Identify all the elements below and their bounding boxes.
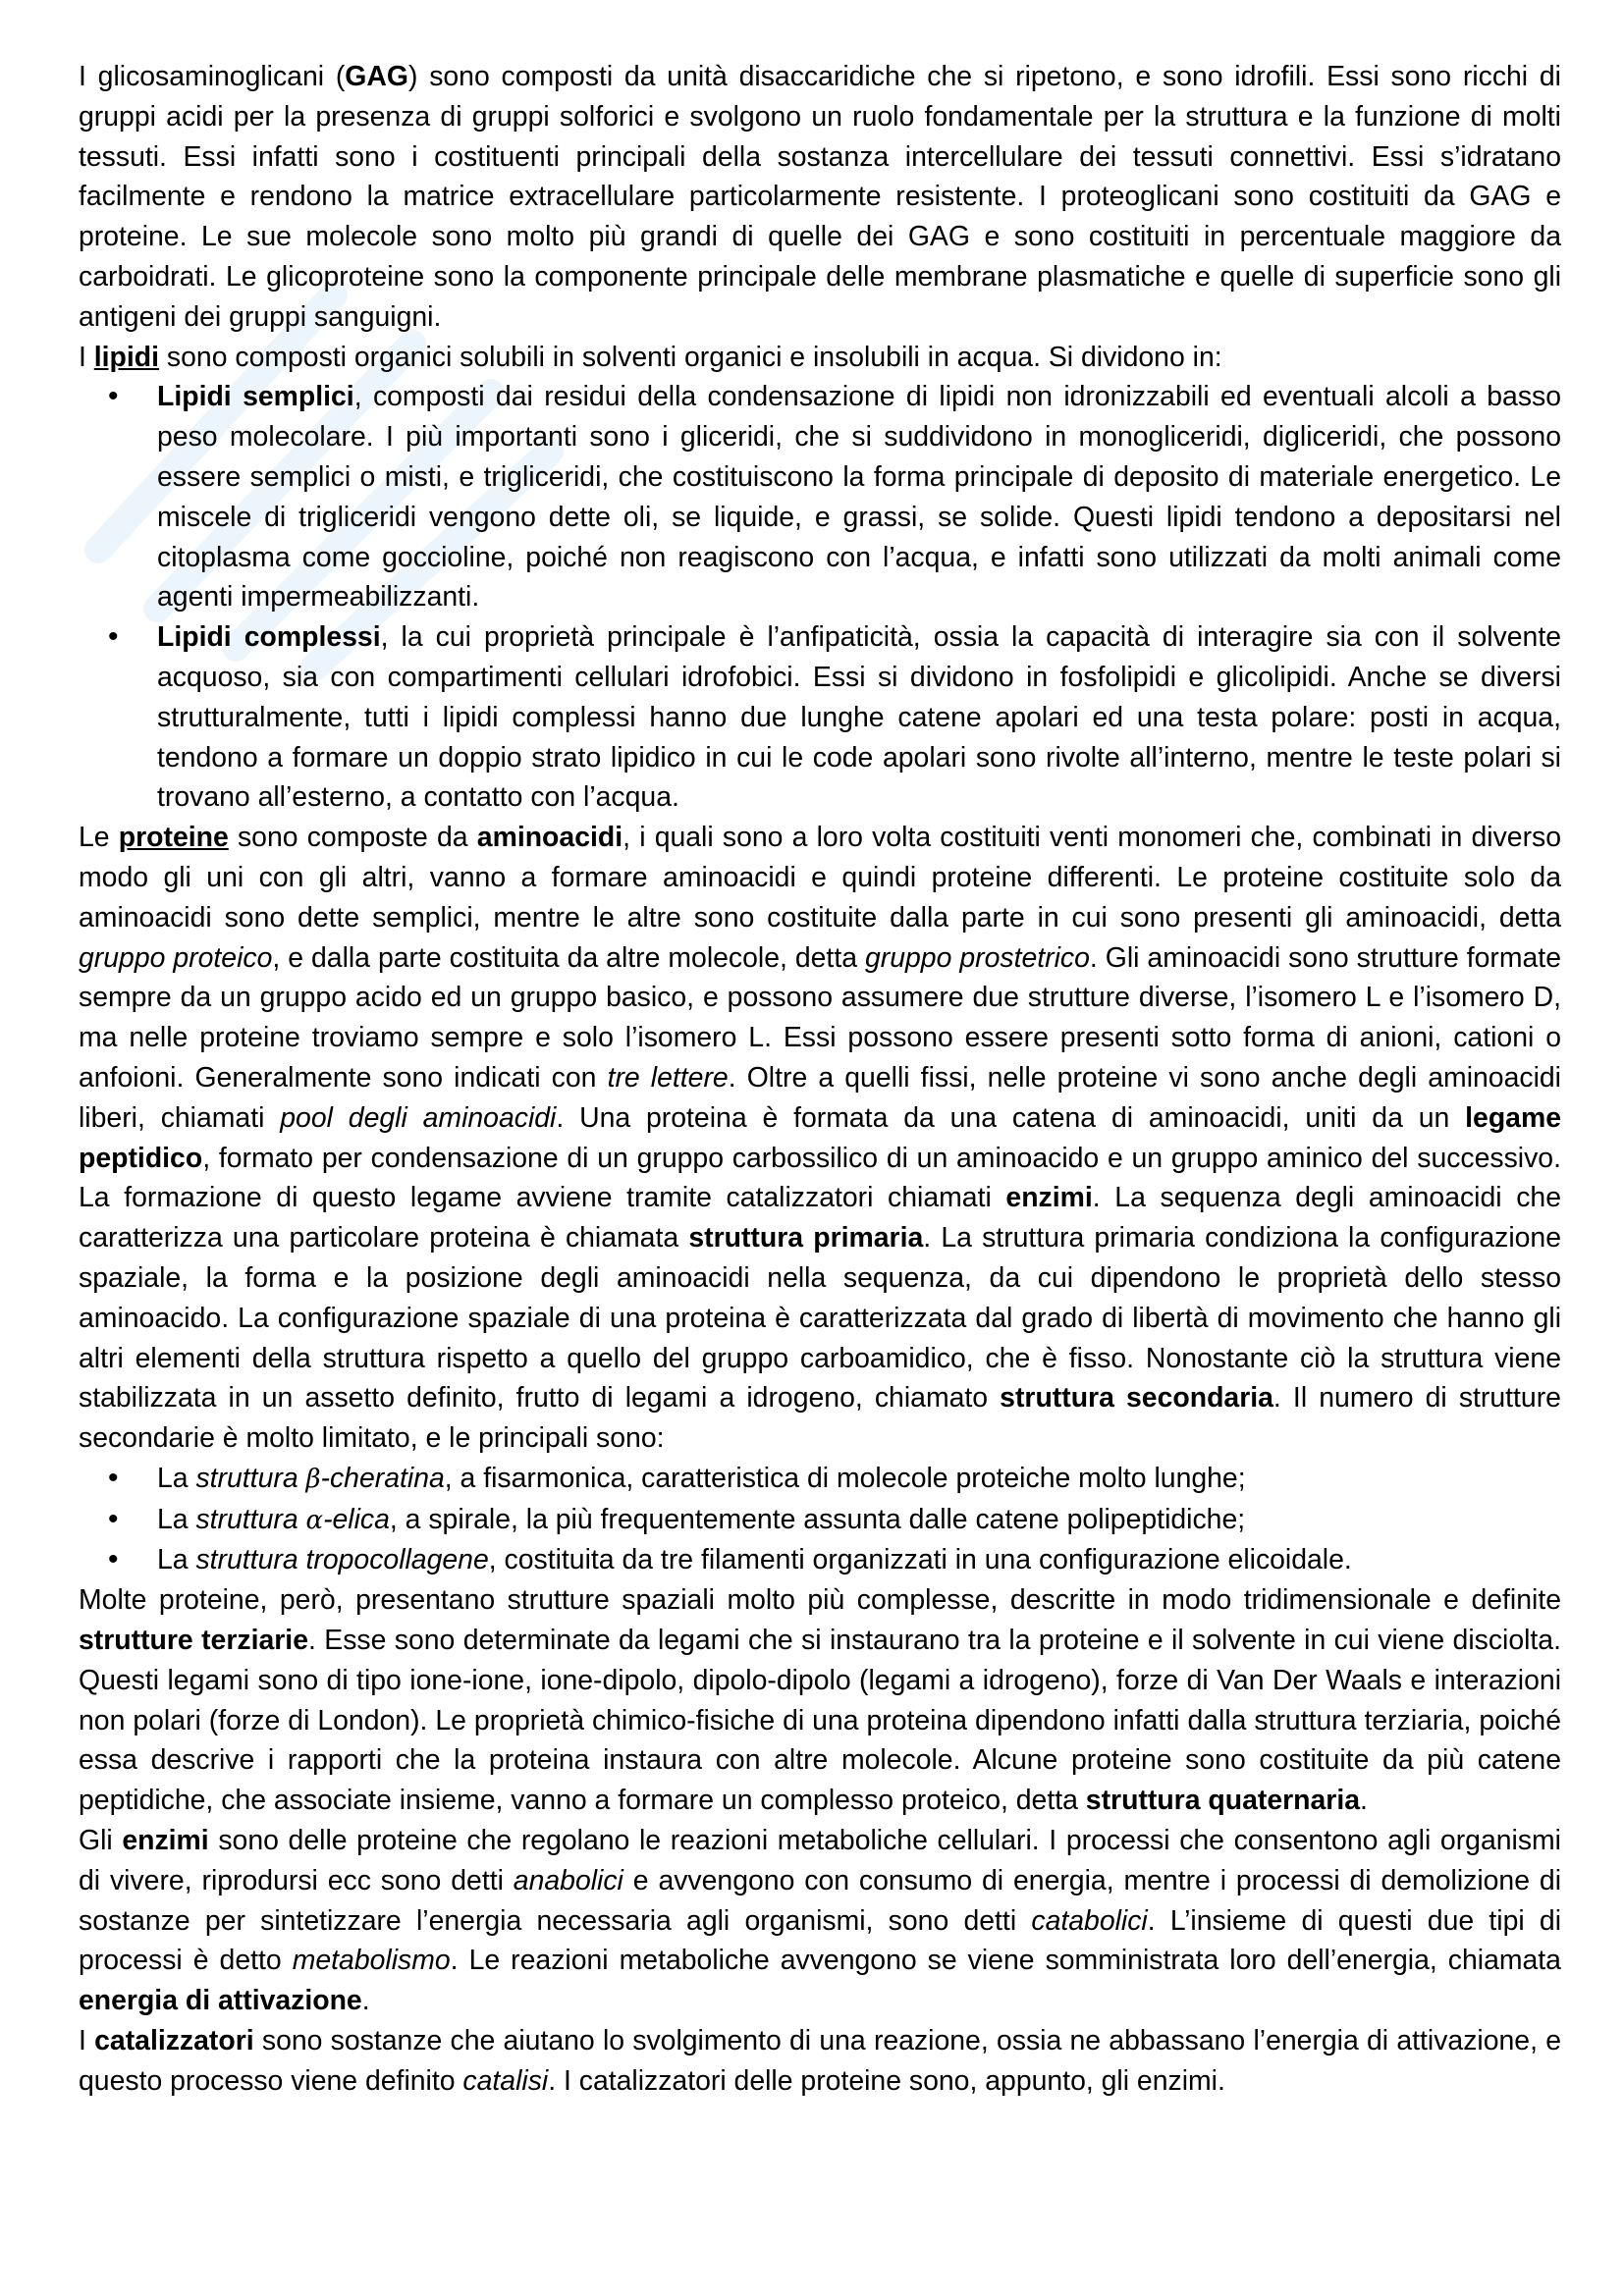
text-span: , la cui proprietà principale è l’anfipaticità, ossia la capacità di interagire sia con il solvente acquoso, sia con compartimenti cellulari idrofobici. Essi si dividono in fosfolipidi e glicolipidi. Anche se diversi strutturalmente, tutti i lipidi complessi hanno due lunghe catene apolari ed una testa polare: posti in acqua, tendono a formare un doppio strato lipidico in cui le code apolari sono rivolte all’interno, mentre le teste polari si trovano all’esterno, a contatto con l’acqua. — [157, 621, 1561, 814]
term-lipidi-complessi: Lipidi complessi — [157, 621, 381, 654]
term-enzimi: enzimi — [122, 1825, 209, 1857]
text-span: . — [1360, 1785, 1368, 1817]
term-struttura-quaternaria: struttura quaternaria — [1085, 1785, 1361, 1817]
text-span: . Gli aminoacidi sono strutture formate sempre da un gruppo acido ed un gruppo basico, e possono assumere due strutture diverse, l’isomero L e l’isomero D, ma nelle proteine troviamo sempre e solo l’isomero L. Essi possono essere presenti sotto forma di anioni, cationi o anfoioni. Generalmente sono indicati con — [79, 941, 1561, 1094]
text-span: . La struttura primaria condiziona la configurazione spaziale, la forma e la posizione degli aminoacidi nella sequenza, da cui dipendono le proprietà dello stesso aminoacido. La configurazione spaziale di una proteina è caratterizzata dal grado di libertà di movimento che hanno gli altri elementi della struttura rispetto a quello del gruppo carboamidico, che è fisso. Nonostante ciò la struttura viene stabilizzata in un assetto definito, frutto di legami a idrogeno, chiamato — [79, 1222, 1562, 1415]
text-span: La — [157, 1503, 196, 1535]
secondary-structure-list — [79, 1459, 1561, 1580]
text-span: struttura — [195, 1462, 306, 1494]
beta-symbol: β — [305, 1464, 321, 1494]
term-anabolici: anabolici — [513, 1864, 623, 1896]
term-strutture-terziarie: strutture terziarie — [79, 1625, 308, 1657]
list-item-lipidi-semplici — [157, 377, 1561, 617]
term-catalisi: catalisi — [462, 2064, 549, 2097]
term-tre-lettere: tre lettere — [607, 1061, 729, 1094]
document-page — [79, 57, 1561, 2102]
term-gruppo-prostetrico: gruppo prostetrico — [864, 941, 1090, 974]
text-span: I — [79, 341, 94, 373]
paragraph-gag — [79, 57, 1561, 338]
paragraph-proteine — [79, 818, 1561, 1459]
text-span: -cheratina — [320, 1462, 445, 1494]
term-gruppo-proteico: gruppo proteico — [79, 941, 273, 974]
text-span: . La sequenza degli aminoacidi che caratterizza una particolare proteina è chiamata — [79, 1182, 1561, 1255]
text-span: La — [157, 1462, 196, 1494]
text-span: sono delle proteine che regolano le reazioni metaboliche cellulari. I processi che consentono agli organismi di vivere, riprodursi ecc sono detti — [79, 1825, 1561, 1896]
list-item-lipidi-complessi — [157, 617, 1561, 818]
text-span: e avvengono con consumo di energia, mentre i processi di demolizione di sostanze per sintetizzare l’energia necessaria agli organismi, sono detti — [79, 1864, 1561, 1937]
text-span: , a spirale, la più frequentemente assunta dalle catene polipeptidiche; — [389, 1503, 1246, 1535]
paragraph-lipidi — [79, 338, 1561, 378]
text-span: sono composte da — [228, 822, 477, 854]
term-gag: GAG — [345, 61, 408, 92]
text-span: Molte proteine, però, presentano strutture spaziali molto più complesse, descritte in modo tridimensionale e definite — [79, 1584, 1561, 1617]
text-span: . Il numero di strutture secondarie è molto limitato, e le principali sono: — [79, 1382, 1561, 1455]
text-span: La — [157, 1544, 196, 1576]
text-span: . Una proteina è formata da una catena di aminoacidi, uniti da un — [556, 1101, 1466, 1134]
text-span: . Esse sono determinate da legami che si instaurano tra la proteine e il solvente in cui viene disciolta. Questi legami sono di tipo ione-ione, ione-dipolo, dipolo-dipolo (legami a idrogeno), forze di Van Der Waals e interazioni non polari (forze di London). Le proprietà chimico-fisiche di una proteina dipendono infatti dalla struttura terziaria, poiché essa descrive i rapporti che la proteina instaura con altre molecole. Alcune proteine sono costituite da più catene peptidiche, che associate insieme, vanno a formare un complesso proteico, detta — [79, 1625, 1561, 1817]
list-item-alfa-elica — [157, 1500, 1561, 1541]
paragraph-catalizzatori — [79, 2021, 1561, 2102]
term-proteine: proteine — [118, 822, 229, 854]
text-span: struttura — [195, 1503, 306, 1535]
term-metabolismo: metabolismo — [292, 1945, 451, 1977]
text-span: sono sostanze che aiutano lo svolgimento di una reazione, ossia ne abbassano l’energia di attivazione, e questo processo viene definito — [79, 2025, 1561, 2097]
text-span: , costituita da tre filamenti organizzati in una configurazione elicoidale. — [488, 1544, 1352, 1576]
text-span: -elica — [323, 1503, 390, 1535]
text-span: struttura tropocollagene — [195, 1544, 489, 1576]
text-span: I — [79, 2025, 95, 2057]
text-span: , composti dai residui della condensazione di lipidi non idronizzabili ed eventuali alcoli a basso peso molecolare. I più importanti sono i gliceridi, che si suddividono in monogliceridi, digliceridi, che possono essere semplici o misti, e trigliceridi, che costituiscono la forma principale di deposito di materiale energetico. Le miscele di trigliceridi vengono dette oli, se liquide, e grassi, se solide. Questi lipidi tendono a depositarsi nel citoplasma come goccioline, poiché non reagiscono con l’acqua, e infatti sono utilizzati da molti animali come agenti impermeabilizzanti. — [157, 381, 1561, 614]
text-span: . — [361, 1985, 370, 2017]
text-span: Le — [79, 822, 119, 854]
term-pool-aminoacidi: pool degli aminoacidi — [280, 1101, 557, 1134]
term-energia-attivazione: energia di attivazione — [79, 1985, 362, 2017]
text-span: . I catalizzatori delle proteine sono, appunto, gli enzimi. — [548, 2064, 1225, 2097]
paragraph-strutture-terziarie — [79, 1580, 1561, 1821]
text-span: , e dalla parte costituita da altre molecole, detta — [272, 941, 865, 974]
alpha-symbol: α — [305, 1505, 324, 1535]
term-legame-peptidico: legame peptidico — [79, 1101, 1561, 1174]
term-catabolici: catabolici — [1031, 1904, 1148, 1937]
text-span: . Oltre a quelli fissi, nelle proteine vi sono anche degli aminoacidi liberi, chiamati — [79, 1061, 1561, 1134]
term-lipidi-semplici: Lipidi semplici — [157, 381, 354, 413]
lipid-list — [79, 377, 1561, 818]
text-span: , i quali sono a loro volta costituiti venti monomeri che, combinati in diverso modo gli uni con gli altri, vanno a formare aminoacidi e quindi proteine differenti. Le proteine costituite solo da aminoacidi sono dette semplici, mentre le altre sono costituite dalla parte in cui sono presenti gli aminoacidi, detta — [79, 822, 1562, 934]
list-item-beta-cheratina — [157, 1459, 1561, 1500]
term-aminoacidi: aminoacidi — [476, 822, 623, 854]
term-catalizzatori: catalizzatori — [94, 2025, 254, 2057]
text-span: ) sono composti da unità disaccaridiche che si ripetono, e sono idrofili. Essi sono ricchi di gruppi acidi per la presenza di gruppi solforici e svolgono un ruolo fondamentale per la struttura e la funzione di molti tessuti. Essi infatti sono i costituenti principali della sostanza intercellulare dei tessuti connettivi. Essi s’idratano facilmente e rendono la matrice extracellulare particolarmente resistente. I proteoglicani sono costituiti da GAG e proteine. Le sue molecole sono molto più grandi di quelle dei GAG e sono costituiti in percentuale maggiore da carboidrati. Le glicoproteine sono la componente principale delle membrane plasmatiche e quelle di superficie sono gli antigeni dei gruppi sanguigni. — [79, 61, 1561, 333]
text-span: sono composti organici solubili in solventi organici e insolubili in acqua. Si dividono in: — [159, 341, 1222, 373]
paragraph-enzimi — [79, 1821, 1561, 2021]
term-lipidi: lipidi — [93, 341, 160, 373]
list-item-tropocollagene — [157, 1540, 1561, 1580]
text-span: , a fisarmonica, caratteristica di molecole proteiche molto lunghe; — [444, 1462, 1246, 1494]
text-span: , formato per condensazione di un gruppo carbossilico di un aminoacido e un gruppo aminico del successivo. La formazione di questo legame avviene tramite catalizzatori chiamati — [79, 1142, 1561, 1214]
text-span: Gli — [79, 1825, 123, 1857]
text-span: . L’insieme di questi due tipi di processi è detto — [79, 1904, 1562, 1977]
term-struttura-primaria: struttura primaria — [688, 1222, 924, 1255]
term-enzimi: enzimi — [1005, 1182, 1093, 1214]
text-span: . Le reazioni metaboliche avvengono se viene somministrata loro dell’energia, chiamata — [450, 1945, 1561, 1977]
term-struttura-secondaria: struttura secondaria — [1000, 1382, 1273, 1415]
text-span: I glicosaminoglicani ( — [79, 61, 346, 92]
